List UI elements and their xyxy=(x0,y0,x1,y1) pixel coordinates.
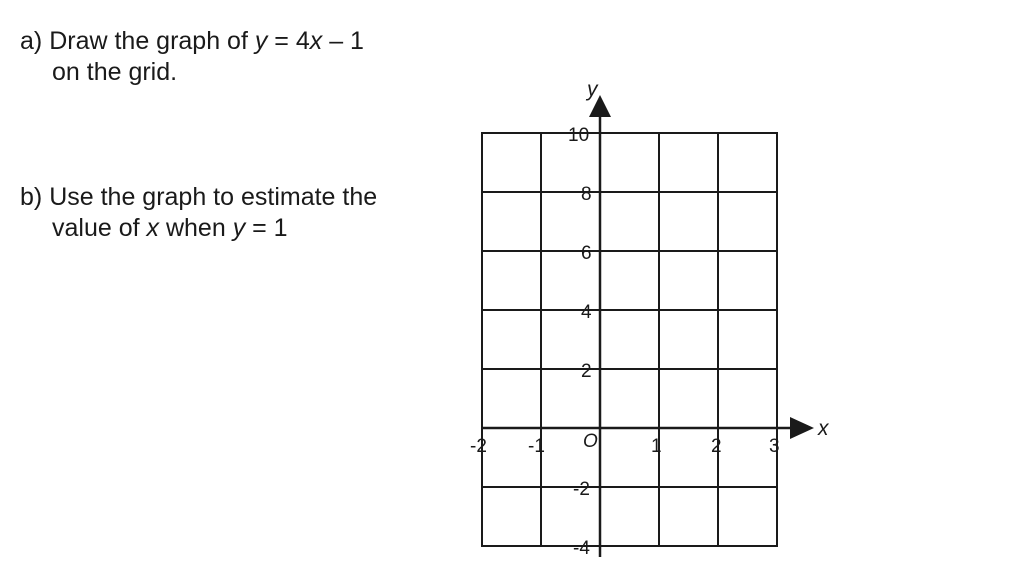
math-y: y xyxy=(232,214,246,242)
question-b-text: Use the graph to estimate the xyxy=(49,183,378,211)
x-tick-label: 3 xyxy=(769,436,780,457)
y-tick-label: 10 xyxy=(568,125,590,146)
math-x: x xyxy=(309,27,323,55)
question-a-label: a) xyxy=(20,27,43,55)
x-tick-label: 1 xyxy=(651,436,662,457)
question-b-eq: = 1 xyxy=(245,214,288,242)
y-tick-label: -4 xyxy=(573,538,590,559)
origin-label: O xyxy=(583,431,598,452)
math-minus-one: – 1 xyxy=(322,27,364,55)
question-a-line-2: on the grid. xyxy=(52,58,178,86)
y-tick-label: -2 xyxy=(573,479,590,500)
y-tick-label: 2 xyxy=(581,361,592,382)
grid-lines xyxy=(482,133,777,546)
question-b-text-2: value of xyxy=(52,214,147,242)
x-axis-arrow-icon xyxy=(790,417,814,439)
x-tick-label: -1 xyxy=(528,436,545,457)
math-x: x xyxy=(146,214,160,242)
x-tick-label: 2 xyxy=(711,436,722,457)
question-a-text: Draw the graph of xyxy=(49,27,255,55)
y-tick-label: 4 xyxy=(581,302,592,323)
question-b-when: when xyxy=(159,214,233,242)
y-axis-label: y xyxy=(587,78,598,101)
math-y: y xyxy=(254,27,268,55)
x-tick-label: -2 xyxy=(470,436,487,457)
y-tick-label: 6 xyxy=(581,243,592,264)
grid-border xyxy=(482,133,777,546)
math-eq: = 4 xyxy=(267,27,310,55)
question-b-label: b) xyxy=(20,183,43,211)
x-axis-label: x xyxy=(818,417,829,440)
axes xyxy=(482,112,792,557)
y-tick-label: 8 xyxy=(581,184,592,205)
